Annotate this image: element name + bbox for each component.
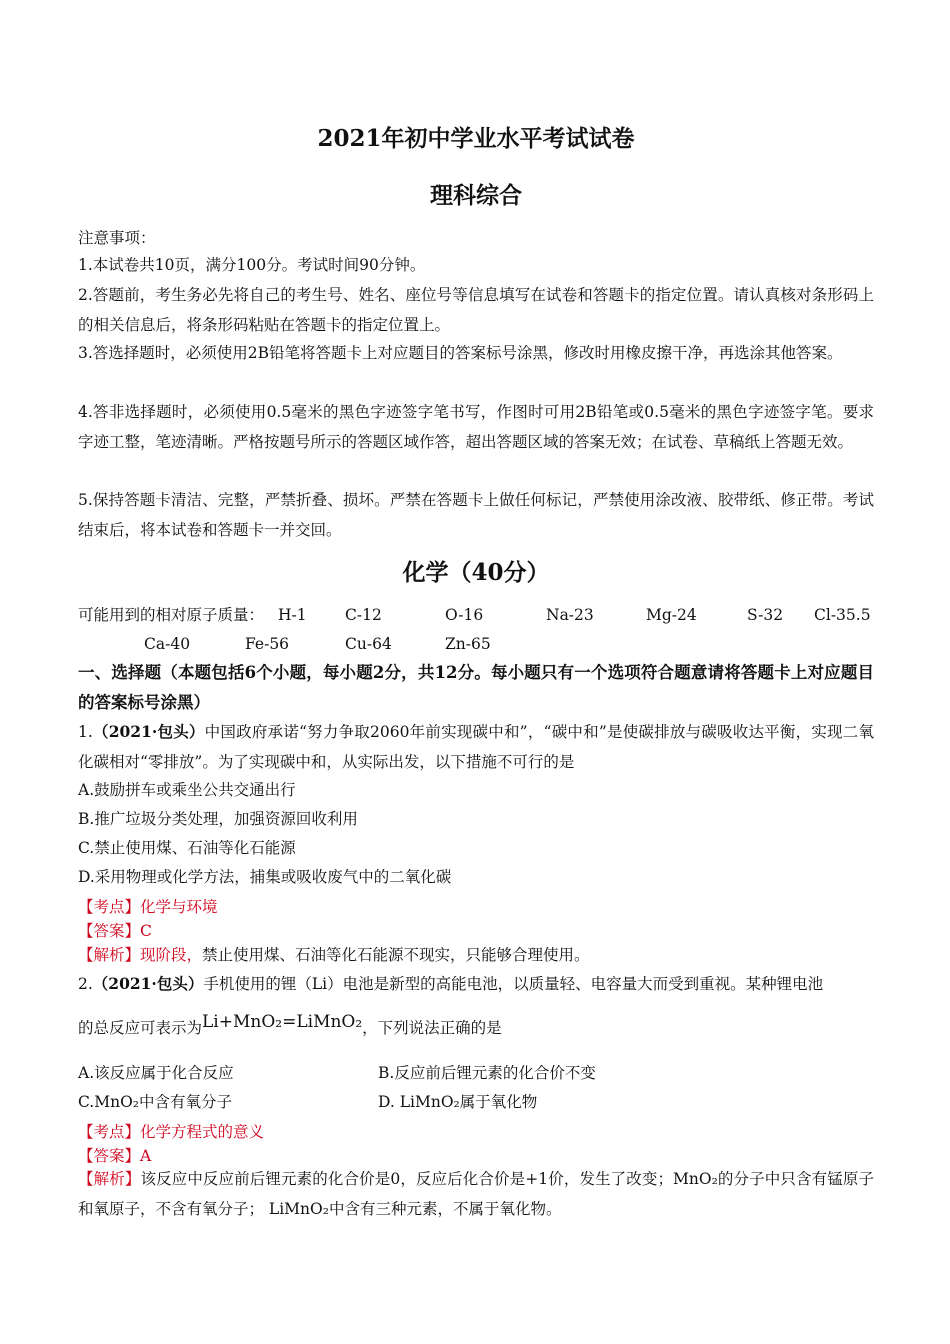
answer-text: C xyxy=(140,922,152,940)
question-stem: 中国政府承诺“努力争取2060年前实现碳中和”，“碳中和”是使碳排放与碳吸收达平衡，实现二氧化碳相对“零排放”。为了实现碳中和，从实际出发，以下措施不可行的是 xyxy=(78,723,874,771)
option-d: D. LiMnO₂属于氧化物 xyxy=(378,1093,538,1111)
answer-text: A xyxy=(140,1147,152,1165)
atomic-mass: Mg-24 xyxy=(646,606,697,624)
chemistry-title: 化学（40分） xyxy=(402,559,550,586)
jiexi-text: 该反应中反应前后锂元素的化合价是0，反应后化合价是+1价，发生了改变；MnO₂的分子中只含有锰原子和氧原子，不含有氧分子； LiMnO₂中含有三种元素，不属于氧化物。 xyxy=(78,1170,874,1218)
jiexi-text: 禁止使用煤、石油等化石能源不现实，只能够合理使用。 xyxy=(202,946,590,964)
notice-item-5: 5.保持答题卡清洁、完整，严禁折叠、损坏。严禁在答题卡上做任何标记，严禁使用涂改液、胶带纸、修正带。考试结束后，将本试卷和答题卡一并交回。 xyxy=(78,491,874,539)
jiexi-tag: 【解析】 xyxy=(78,1170,141,1188)
kaodian-line xyxy=(78,897,874,917)
kaodian-text: 化学方程式的意义 xyxy=(140,1123,265,1141)
atomic-mass: O-16 xyxy=(445,606,484,624)
option-b: B.反应前后锂元素的化合价不变 xyxy=(378,1064,596,1082)
option-c: C.禁止使用煤、石油等化石能源 xyxy=(78,839,296,857)
kaodian-tag: 【考点】 xyxy=(78,898,141,916)
option-d: D.采用物理或化学方法，捕集或吸收废气中的二氧化碳 xyxy=(78,868,452,886)
option-a: A.鼓励拼车或乘坐公共交通出行 xyxy=(78,781,296,799)
answer-tag: 【答案】 xyxy=(78,1147,141,1165)
question-1 xyxy=(78,717,874,777)
answer-tag: 【答案】 xyxy=(78,922,141,940)
atomic-mass: S-32 xyxy=(747,606,784,624)
atomic-mass: Cl-35.5 xyxy=(814,606,871,624)
notice-heading: 注意事项： xyxy=(78,229,156,247)
option-row xyxy=(78,1063,874,1083)
atomic-mass: Na-23 xyxy=(546,606,594,624)
atomic-mass: Ca-40 xyxy=(144,635,191,653)
jiexi-line xyxy=(78,945,874,965)
question-stem: 的总反应可表示为 xyxy=(78,1019,203,1037)
question-number: 2. xyxy=(78,975,93,993)
kaodian-tag: 【考点】 xyxy=(78,1123,141,1141)
atomic-mass: H-1 xyxy=(278,606,307,624)
question-2-stem-line xyxy=(78,1012,874,1038)
atomic-mass-label: 可能用到的相对原子质量： xyxy=(78,606,265,624)
option-c: C.MnO₂中含有氧分子 xyxy=(78,1093,233,1111)
question-stem: ，下列说法正确的是 xyxy=(362,1019,502,1037)
question-source: （2021·包头） xyxy=(92,974,204,993)
notice-item-4: 4.答非选择题时，必须使用0.5毫米的黑色字迹签字笔书写，作图时可用2B铅笔或0.5毫米的黑色字迹签字笔。要求字迹工整，笔迹清晰。严格按题号所示的答题区域作答，超出答题区域的答案无效；在试卷、草稿纸上答题无效。 xyxy=(78,403,874,451)
notice-item-3: 3.答选择题时，必须使用2B铅笔将答题卡上对应题目的答案标号涂黑，修改时用橡皮擦干净，再选涂其他答案。 xyxy=(78,344,843,362)
kaodian-text: 化学与环境 xyxy=(140,898,218,916)
question-2 xyxy=(78,974,874,994)
option-b: B.推广垃圾分类处理，加强资源回收利用 xyxy=(78,810,358,828)
page-title: 2021年初中学业水平考试试卷 xyxy=(317,125,635,152)
jiexi-block xyxy=(78,1165,874,1224)
notice-item-2: 2.答题前，考生务必先将自己的考生号、姓名、座位号等信息填写在试卷和答题卡的指定位置。请认真核对条形码上的相关信息后，将条形码粘贴在答题卡的指定位置上。 xyxy=(78,286,874,334)
atomic-mass: Zn-65 xyxy=(445,635,491,653)
section-heading: 一、选择题（本题包括6个小题，每小题2分，共12分。每小题只有一个选项符合题意请将答题卡上对应题目的答案标号涂黑） xyxy=(78,663,874,712)
reaction-formula: Li+MnO₂=LiMnO₂ xyxy=(202,1012,363,1032)
atomic-mass: Fe-56 xyxy=(245,635,290,653)
question-stem: 手机使用的锂（Li）电池是新型的高能电池，以质量轻、电容量大而受到重视。某种锂电池 xyxy=(203,975,824,993)
notice-item-1: 1.本试卷共10页，满分100分。考试时间90分钟。 xyxy=(78,256,426,274)
answer-line xyxy=(78,921,874,941)
jiexi-tag: 【解析】 xyxy=(78,946,141,964)
option-a: A.该反应属于化合反应 xyxy=(78,1064,234,1082)
question-number: 1. xyxy=(78,723,93,741)
question-source: （2021·包头） xyxy=(92,722,205,741)
atomic-mass: C-12 xyxy=(345,606,382,624)
kaodian-line xyxy=(78,1122,874,1142)
atomic-mass: Cu-64 xyxy=(345,635,392,653)
page-subtitle: 理科综合 xyxy=(430,182,522,209)
answer-line xyxy=(78,1146,874,1166)
jiexi-prefix: 现阶段， xyxy=(140,946,203,964)
option-row xyxy=(78,1092,874,1112)
